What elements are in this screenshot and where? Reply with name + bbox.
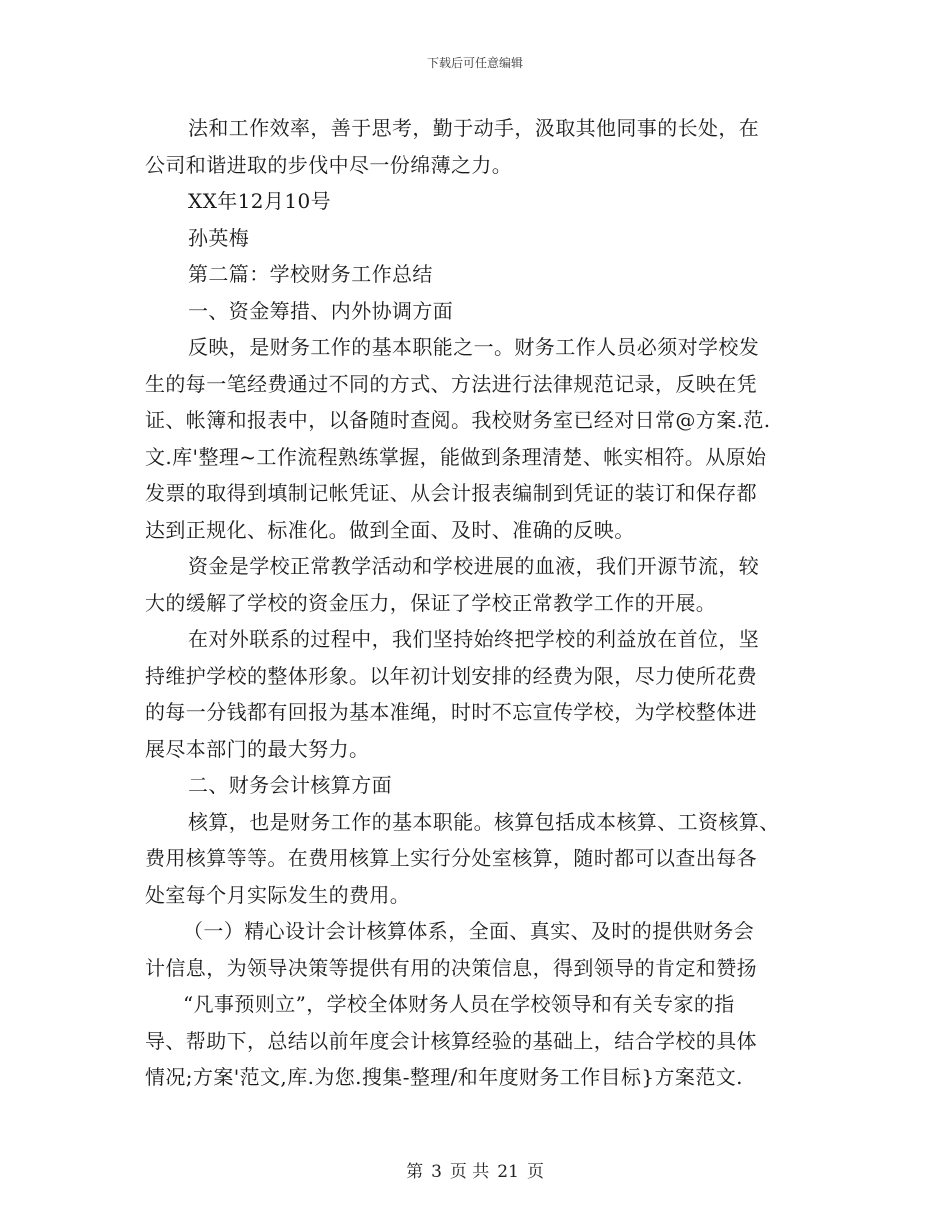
total-pages-number: 21 xyxy=(497,1162,519,1182)
footer-middle: 页 共 xyxy=(449,1162,490,1182)
footer-prefix: 第 xyxy=(406,1162,424,1182)
page-footer xyxy=(0,1157,950,1182)
document-body xyxy=(145,110,805,1096)
paragraph-line: 计信息，为领导决策等提供有用的决策信息，得到领导的肯定和赞扬 xyxy=(145,955,757,980)
paragraph-line: 生的每一笔经费通过不同的方式、方法进行法律规范记录，反映在凭 xyxy=(145,371,757,396)
paragraph-line: 法和工作效率，善于思考，勤于动手，汲取其他同事的长处，在 xyxy=(188,116,760,140)
paragraph-line: 发票的取得到填制记帐凭证、从会计报表编制到凭证的装订和保存都 xyxy=(145,481,757,505)
paragraph-line: 在对外联系的过程中，我们坚持始终把学校的利益放在首位，坚 xyxy=(188,627,760,651)
paragraph-line: 持维护学校的整体形象。以年初计划安排的经费为限，尽力使所花费 xyxy=(145,663,757,688)
paragraph-line: 文.库'整理~工作流程熟练掌握，能做到条理清楚、帐实相符。从原始 xyxy=(145,444,767,469)
paragraph-line: 达到正规化、标准化。做到全面、及时、准确的反映。 xyxy=(145,517,635,542)
paragraph-line: 处室每个月实际发生的费用。 xyxy=(145,882,411,907)
paragraph-line: 导、帮助下，总结以前年度会计核算经验的基础上，结合学校的具体 xyxy=(145,1028,757,1053)
paragraph-line: （一）精心设计会计核算体系，全面、真实、及时的提供财务会 xyxy=(183,919,755,943)
paragraph-line: 费用核算等等。在费用核算上实行分处室核算，随时都可以查出每各 xyxy=(145,846,757,870)
paragraph-line: 的每一分钱都有回报为基本准绳，时时不忘宣传学校，为学校整体进 xyxy=(145,700,757,724)
paragraph-line: 反映，是财务工作的基本职能之一。财务工作人员必须对学校发 xyxy=(188,335,760,359)
section-heading: 一、资金筹措、内外协调方面 xyxy=(188,298,454,323)
date-line: XX年12月10号 xyxy=(188,189,331,213)
paragraph-line: 展尽本部门的最大努力。 xyxy=(145,736,370,761)
paragraph-line: 情况;方案'范文,库.为您.搜集-整理/和年度财务工作目标}方案范文. xyxy=(145,1065,743,1089)
chapter-heading: 第二篇：学校财务工作总结 xyxy=(188,262,433,286)
current-page-number: 3 xyxy=(431,1162,442,1182)
signature-name: 孙英梅 xyxy=(188,225,250,250)
footer-suffix: 页 xyxy=(526,1162,544,1182)
paragraph-line: 公司和谐进取的步伐中尽一份绵薄之力。 xyxy=(145,152,513,177)
paragraph-line: 证、帐簿和报表中，以备随时查阅。我校财务室已经对日常@方案.范. xyxy=(145,408,771,432)
paragraph-line: 大的缓解了学校的资金压力，保证了学校正常教学工作的开展。 xyxy=(145,590,717,615)
paragraph-line: 资金是学校正常教学活动和学校进展的血液，我们开源节流，较 xyxy=(188,554,760,578)
paragraph-line: 核算，也是财务工作的基本职能。核算包括成本核算、工资核算、 xyxy=(188,809,780,834)
header-note: 下载后可任意编辑 xyxy=(426,56,523,70)
paragraph-line: “凡事预则立”，学校全体财务人员在学校领导和有关专家的指 xyxy=(183,992,735,1016)
section-heading: 二、财务会计核算方面 xyxy=(188,773,392,797)
